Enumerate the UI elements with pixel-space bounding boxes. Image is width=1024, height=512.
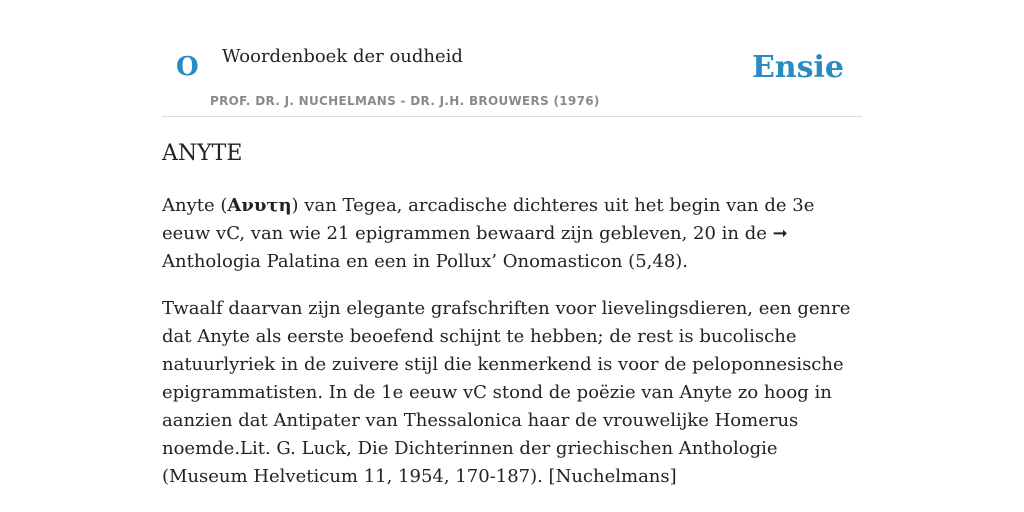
entry-paragraph-1 xyxy=(162,192,862,276)
book-title[interactable]: Woordenboek der oudheid xyxy=(222,46,463,67)
index-letter[interactable]: O xyxy=(176,52,199,82)
p1-text-after-greek: ) van Tegea, arcadische dichteres uit het begin van de 3e eeuw vC, van wie 21 epigrammen bewaard zijn gebleven, 20 in de xyxy=(162,195,815,244)
ensie-logo-link[interactable]: Ensie xyxy=(751,50,844,85)
anthologia-palatina-link[interactable]: ➞ Anthologia Palatina xyxy=(162,223,788,272)
entry-body xyxy=(162,192,862,510)
p1-text-before-greek: Anyte ( xyxy=(162,195,228,216)
greek-name: Ανυτη xyxy=(227,195,292,216)
dictionary-header xyxy=(162,0,862,117)
entry-title: ANYTE xyxy=(162,141,243,166)
book-authors: PROF. DR. J. NUCHELMANS - DR. J.H. BROUWERS (1976) xyxy=(210,94,600,108)
page xyxy=(162,0,862,487)
entry-paragraph-2: Twaalf daarvan zijn elegante grafschriften voor lievelingsdieren, een genre dat Anyte als eerste beoefend schijnt te hebben; de rest is bucolische natuurlyriek in de zuivere stijl die kenmerkend is voor de peloponnesische epigrammatisten. In de 1e eeuw vC stond de poëzie van Anyte zo hoog in aanzien dat Antipater van Thessalonica haar de vrouwelijke Homerus noemde.Lit. G. Luck, Die Dichterinnen der griechischen Anthologie (Museum Helveticum 11, 1954, 170-187). [Nuchelmans] xyxy=(162,298,851,487)
p1-text-after-link: en een in Pollux’ Onomasticon (5,48). xyxy=(340,251,689,272)
